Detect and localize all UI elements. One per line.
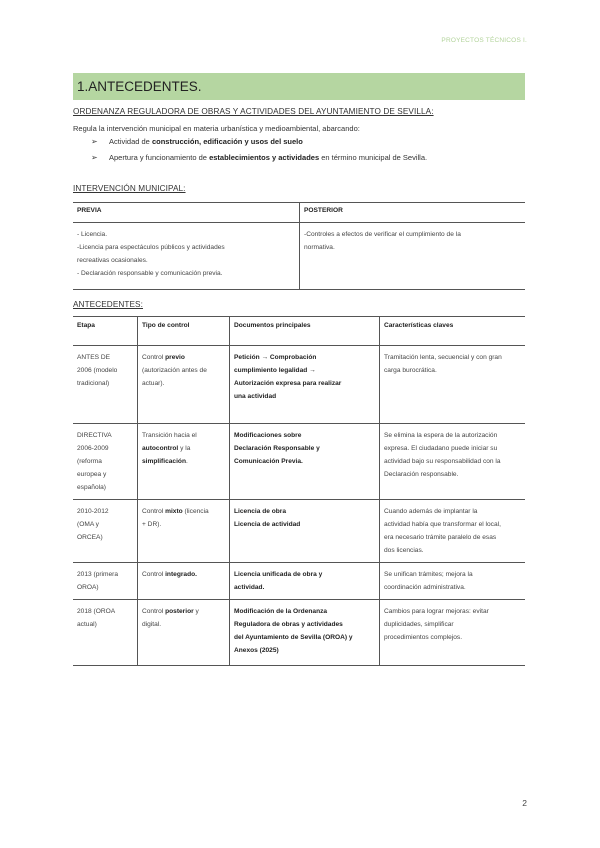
caracteristicas-line: duplicidades, simplificar — [384, 621, 454, 628]
caracteristicas-cell — [380, 600, 526, 666]
control-bold-text: integrado. — [165, 571, 197, 578]
etapa-line: 2010-2012 — [77, 508, 109, 515]
caracteristicas-line: actividad había que transformar el local, — [384, 521, 501, 528]
control-text: (licencia — [182, 508, 209, 515]
documentos-line: del Ayuntamiento de Sevilla (OROA) y — [234, 634, 353, 641]
documentos-cell — [230, 563, 380, 600]
caracteristicas-line: coordinación administrativa. — [384, 584, 466, 591]
control-cell — [138, 346, 230, 424]
etapa-line: ORCEA) — [77, 534, 103, 541]
etapa-line: española) — [77, 484, 106, 491]
caracteristicas-line: expresa. El ciudadano puede iniciar su — [384, 445, 498, 452]
documentos-line: Autorización expresa para realizar — [234, 380, 342, 387]
documentos-line: cumplimiento legalidad → — [234, 367, 316, 374]
documentos-cell — [230, 346, 380, 424]
etapa-cell — [73, 424, 138, 500]
table-row — [73, 500, 525, 563]
control-cell — [138, 500, 230, 563]
caracteristicas-line: Tramitación lenta, secuencial y con gran — [384, 354, 502, 361]
ordenanza-bullet — [91, 153, 427, 162]
previa-line: - Declaración responsable y comunicación previa. — [77, 270, 223, 277]
control-text: (autorización antes de — [142, 367, 207, 374]
documentos-line: Anexos (2025) — [234, 647, 279, 654]
control-bold-text: posterior — [165, 608, 194, 615]
documentos-cell — [230, 600, 380, 666]
control-text: Control — [142, 608, 166, 615]
ordenanza-intro: Regula la intervención municipal en materia urbanística y medioambiental, abarcando: — [73, 124, 360, 133]
control-cell — [138, 563, 230, 600]
col-header-etapa: Etapa — [73, 317, 138, 346]
documentos-line: Licencia de actividad — [234, 521, 301, 528]
etapa-line: 2018 (OROA — [77, 608, 116, 615]
documentos-line: Licencia unificada de obra y — [234, 571, 323, 578]
control-bold-text: simplificación — [142, 458, 186, 465]
etapa-cell — [73, 346, 138, 424]
caracteristicas-line: actividad bajo su responsabilidad con la — [384, 458, 501, 465]
antecedentes-table — [73, 316, 525, 666]
etapa-cell — [73, 600, 138, 666]
documentos-cell — [230, 500, 380, 563]
caracteristicas-cell — [380, 424, 526, 500]
control-text: y la — [178, 445, 191, 452]
documentos-line: una actividad — [234, 393, 277, 400]
documentos-line: Petición → Comprobación — [234, 354, 317, 361]
control-text: Control — [142, 571, 166, 578]
previa-line: - Licencia. — [77, 231, 108, 238]
etapa-cell — [73, 563, 138, 600]
caracteristicas-line: Se elimina la espera de la autorización — [384, 432, 498, 439]
control-text: Transición hacia el — [142, 432, 197, 439]
ordenanza-heading: ORDENANZA REGULADORA DE OBRAS Y ACTIVIDADES DEL AYUNTAMIENTO DE SEVILLA: — [73, 107, 434, 116]
caracteristicas-line: procedimientos complejos. — [384, 634, 463, 641]
page-number: 2 — [522, 798, 527, 808]
control-cell — [138, 424, 230, 500]
caracteristicas-line: era necesario trámite paralelo de esas — [384, 534, 497, 541]
control-bold-text: autocontrol — [142, 445, 179, 452]
documentos-line: Modificación de la Ordenanza — [234, 608, 328, 615]
intervencion-table — [73, 202, 525, 290]
caracteristicas-cell — [380, 346, 526, 424]
caracteristicas-line: Cambios para lograr mejoras: evitar — [384, 608, 489, 615]
previa-cell — [73, 223, 300, 290]
etapa-line: (reforma — [77, 458, 102, 465]
documentos-line: Reguladora de obras y actividades — [234, 621, 343, 628]
arrow-bullet-icon: ➢ — [91, 137, 98, 146]
etapa-line: tradicional) — [77, 380, 110, 387]
documentos-line: Comunicación Previa. — [234, 458, 303, 465]
control-text: y — [193, 608, 199, 615]
bullet-text: Actividad de — [109, 137, 152, 146]
posterior-line: normativa. — [304, 244, 335, 251]
caracteristicas-line: dos licencias. — [384, 547, 424, 554]
documentos-cell — [230, 424, 380, 500]
previa-line: recreativas ocasionales. — [77, 257, 148, 264]
table-row — [73, 424, 525, 500]
documentos-line: Modificaciones sobre — [234, 432, 302, 439]
col-header-posterior: POSTERIOR — [300, 203, 526, 223]
ordenanza-bullet — [91, 137, 303, 146]
control-text: Control — [142, 354, 166, 361]
header-project-label: PROYECTOS TÉCNICOS I. — [441, 37, 527, 44]
etapa-cell — [73, 500, 138, 563]
bullet-bold-text: establecimientos y actividades — [209, 153, 320, 162]
table-row — [73, 346, 525, 424]
control-cell — [138, 600, 230, 666]
documentos-line: actividad. — [234, 584, 265, 591]
posterior-cell — [300, 223, 526, 290]
caracteristicas-line: Cuando además de implantar la — [384, 508, 478, 515]
etapa-line: 2006-2009 — [77, 445, 109, 452]
documentos-line: Declaración Responsable y — [234, 445, 320, 452]
documentos-line: Licencia de obra — [234, 508, 287, 515]
control-text: Control — [142, 508, 166, 515]
control-text: . — [185, 458, 188, 465]
table-row — [73, 600, 525, 666]
etapa-line: europea y — [77, 471, 107, 478]
etapa-line: 2006 (modelo — [77, 367, 118, 374]
bullet-text: en término municipal de Sevilla. — [319, 153, 428, 162]
etapa-line: OROA) — [77, 584, 99, 591]
caracteristicas-line: Se unifican trámites; mejora la — [384, 571, 473, 578]
etapa-line: actual) — [77, 621, 97, 628]
caracteristicas-cell — [380, 500, 526, 563]
antecedentes-heading: ANTECEDENTES: — [73, 300, 143, 309]
section-title: 1.ANTECEDENTES. — [73, 73, 525, 100]
posterior-line: -Controles a efectos de verificar el cumplimiento de la — [304, 231, 461, 238]
etapa-line: ANTES DE — [77, 354, 110, 361]
control-text: actuar). — [142, 380, 165, 387]
previa-line: -Licencia para espectáculos públicos y actividades — [77, 244, 225, 251]
col-header-tipo-control: Tipo de control — [138, 317, 230, 346]
etapa-line: (OMA y — [77, 521, 99, 528]
caracteristicas-cell — [380, 563, 526, 600]
control-bold-text: previo — [165, 354, 185, 361]
arrow-bullet-icon: ➢ — [91, 153, 98, 162]
col-header-documentos: Documentos principales — [230, 317, 380, 346]
bullet-bold-text: construcción, edificación y usos del suelo — [151, 137, 303, 146]
table-row — [73, 563, 525, 600]
control-bold-text: mixto — [165, 508, 183, 515]
caracteristicas-line: carga burocrática. — [384, 367, 437, 374]
caracteristicas-line: Declaración responsable. — [384, 471, 459, 478]
control-text: digital. — [142, 621, 162, 628]
etapa-line: 2013 (primera — [77, 571, 119, 578]
col-header-caracteristicas: Características claves — [380, 317, 526, 346]
etapa-line: DIRECTIVA — [77, 432, 112, 439]
intervencion-heading: INTERVENCIÓN MUNICIPAL: — [73, 184, 186, 193]
bullet-text: Apertura y funcionamiento de — [109, 153, 210, 162]
col-header-previa: PREVIA — [73, 203, 300, 223]
control-text: + DR). — [142, 521, 162, 528]
